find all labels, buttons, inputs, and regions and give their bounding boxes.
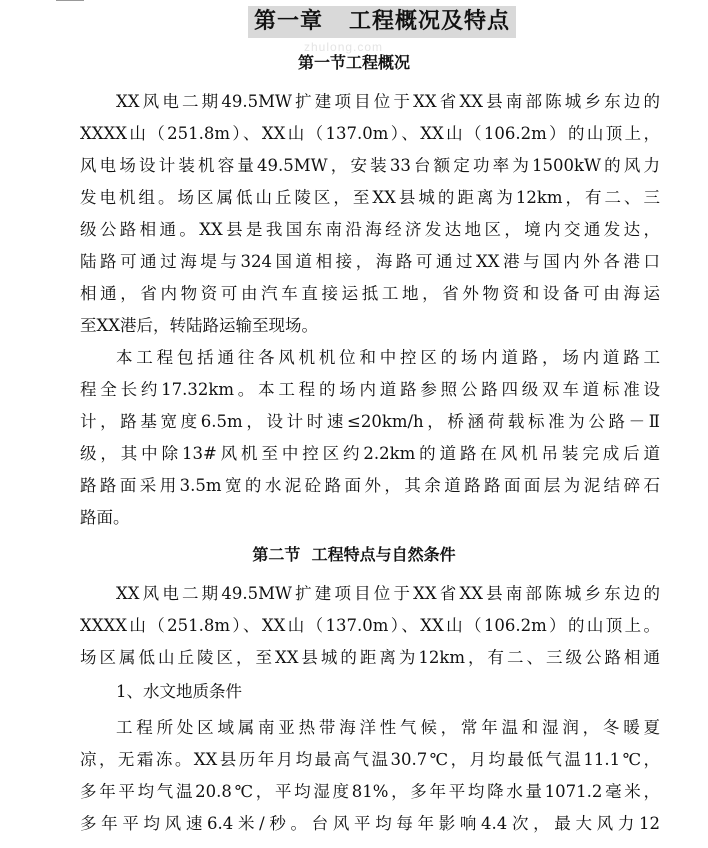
paragraph-line: 风电场设计装机容量49.5MW，安装33台额定功率为1500kW的风力 — [80, 156, 660, 175]
paragraph-line: 路路面采用3.5m宽的水泥砼路面外，其余道路路面面层为泥结碎石 — [80, 476, 660, 495]
paragraph-line: 计，路基宽度6.5m，设计时速≤20km/h，桥涵荷载标准为公路－Ⅱ — [80, 412, 660, 431]
paragraph-line: 多年平均气温20.8℃，平均湿度81%，多年平均降水量1071.2毫米， — [80, 782, 660, 801]
paragraph-line: 多年平均风速6.4米/秒。台风平均每年影响4.4次，最大风力12 — [80, 814, 660, 833]
paragraph-line: 场区属低山丘陵区，至XX县城的距离为12km，有二、三级公路相通 — [80, 648, 660, 667]
paragraph-line: 工程所处区域属南亚热带海洋性气候，常年温和湿润，冬暖夏 — [116, 718, 660, 737]
paragraph-line: 凉，无霜冻。XX县历年月均最高气温30.7℃，月均最低气温11.1℃， — [80, 750, 660, 769]
paragraph-line: XXXX山（251.8m）、XX山（137.0m）、XX山（106.2m）的山顶上。 — [80, 616, 660, 635]
paragraph-line: 发电机组。场区属低山丘陵区，至XX县城的距离为12km，有二、三 — [80, 188, 660, 207]
paragraph-line: 级，其中除13#风机至中控区约2.2km的道路在风机吊装完成后道 — [80, 444, 660, 463]
subheading-hydrogeology: 1、水文地质条件 — [116, 682, 242, 701]
paragraph-line: 至XX港后，转陆路运输至现场。 — [80, 316, 318, 335]
paragraph-line: XX风电二期49.5MW扩建项目位于XX省XX县南部陈城乡东边的 — [116, 584, 660, 603]
paragraph-line: 路面。 — [80, 508, 130, 527]
section-title-features: 第二节 工程特点与自然条件 — [252, 545, 456, 564]
paragraph-line: 级公路相通。XX县是我国东南沿海经济发达地区，境内交通发达， — [80, 220, 660, 239]
paragraph-line: 程全长约17.32km。本工程的场内道路参照公路四级双车道标准设 — [80, 380, 660, 399]
paragraph-line: XX风电二期49.5MW扩建项目位于XX省XX县南部陈城乡东边的 — [116, 92, 660, 111]
paragraph-line: 本工程包括通往各风机机位和中控区的场内道路，场内道路工 — [116, 348, 660, 367]
paragraph-line: 相通，省内物资可由汽车直接运抵工地，省外物资和设备可由海运 — [80, 284, 660, 303]
top-rule — [56, 0, 84, 1]
watermark: zhulong.com — [304, 40, 384, 54]
paragraph-line: XXXX山（251.8m）、XX山（137.0m）、XX山（106.2m）的山顶上， — [80, 124, 660, 143]
section-title-overview: 第一节工程概况 — [297, 53, 410, 72]
chapter-title: 第一章 工程概况及特点 — [248, 6, 516, 38]
paragraph-line: 陆路可通过海堤与324国道相接，海路可通过XX港与国内外各港口 — [80, 252, 660, 271]
